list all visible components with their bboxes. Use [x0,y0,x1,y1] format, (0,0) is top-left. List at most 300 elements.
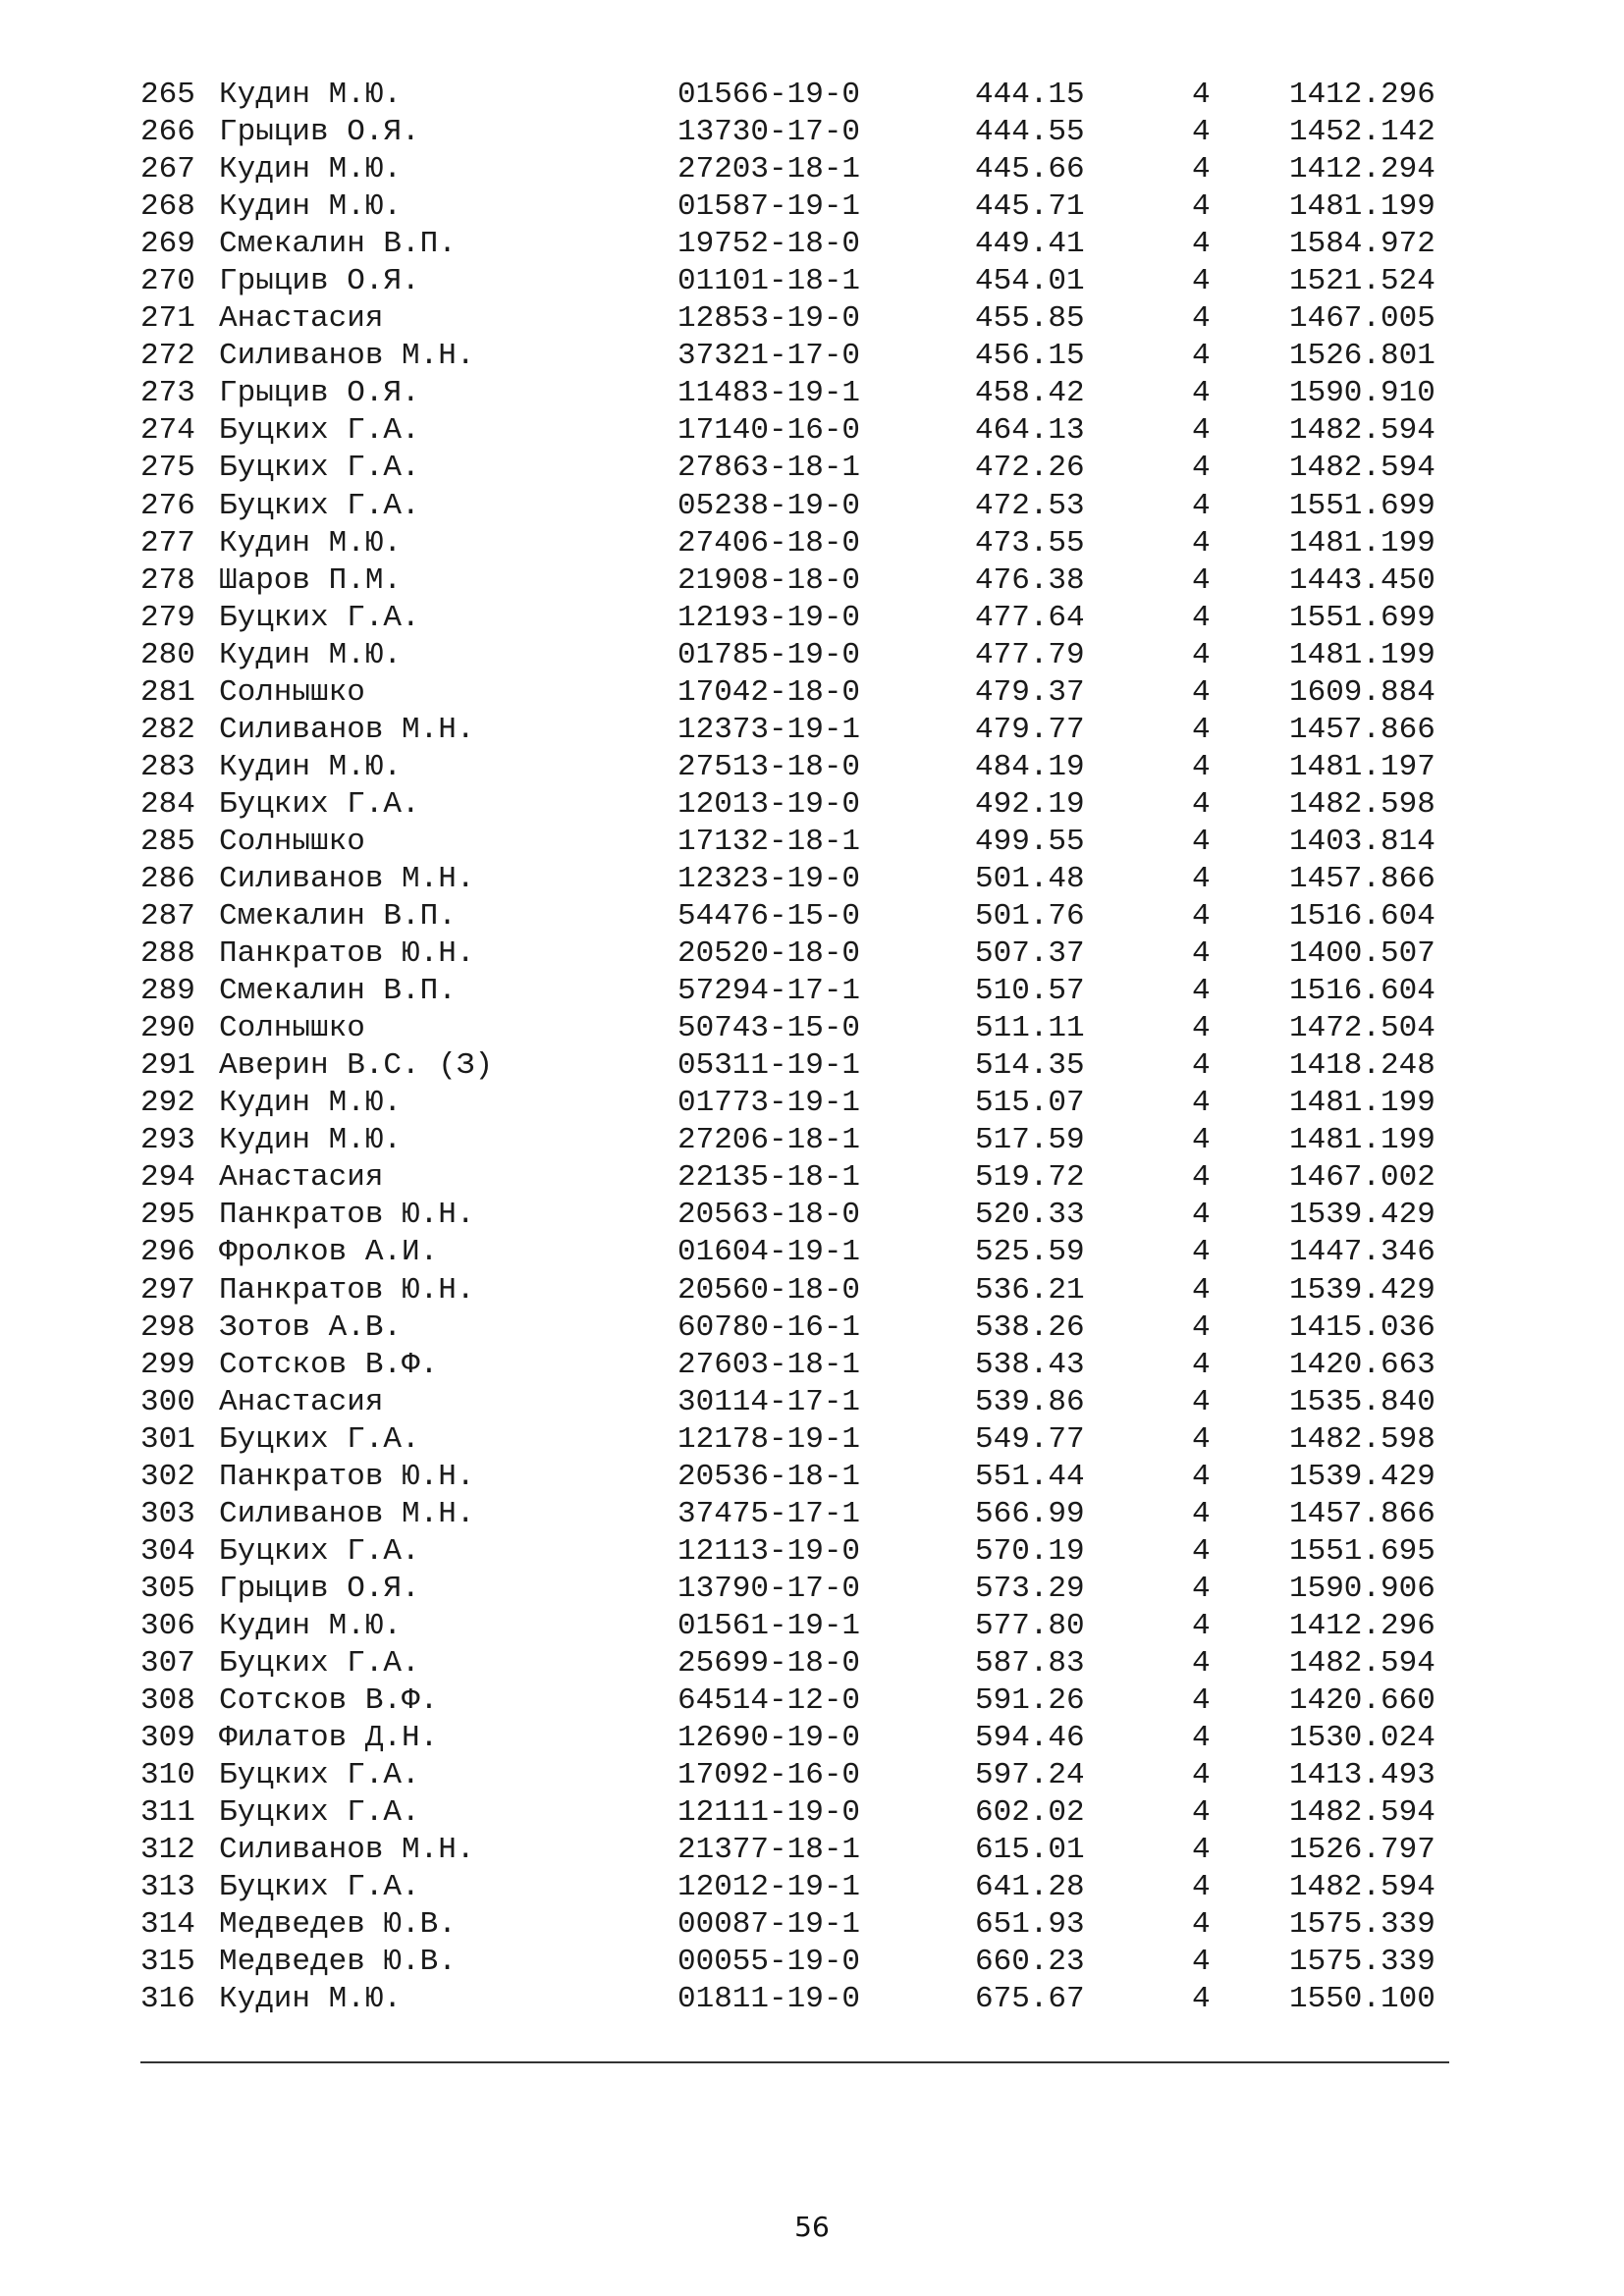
row-number: 274 [140,413,195,449]
table-row [0,1047,1624,1085]
row-number: 301 [140,1421,195,1457]
row-value: 602.02 [975,1795,1085,1831]
row-total: 1575.339 [1289,1907,1435,1943]
table-row [0,1421,1624,1459]
row-total: 1482.594 [1289,1795,1435,1831]
row-name: Силиванов М.Н. [219,1496,475,1531]
row-value: 510.57 [975,974,1085,1009]
row-number: 285 [140,824,195,859]
row-number: 303 [140,1496,195,1531]
row-value: 444.15 [975,78,1085,112]
table-row [0,1272,1624,1309]
row-value: 456.15 [975,339,1085,374]
table-row [0,935,1624,973]
row-total: 1413.493 [1289,1758,1435,1793]
row-total: 1418.248 [1289,1048,1435,1084]
table-row [0,824,1624,861]
row-value: 519.72 [975,1160,1085,1196]
row-code: 00087-19-1 [677,1907,861,1943]
row-name: Солнышко [219,674,365,710]
row-class: 4 [1192,786,1211,822]
table-row [0,600,1624,637]
table-row [0,1384,1624,1421]
row-code: 12690-19-0 [677,1721,861,1756]
row-value: 566.99 [975,1496,1085,1531]
row-code: 12193-19-0 [677,600,861,635]
row-class: 4 [1192,1086,1211,1121]
row-value: 458.42 [975,376,1085,411]
row-value: 507.37 [975,936,1085,972]
row-name: Кудин М.Ю. [219,1086,403,1121]
row-code: 00055-19-0 [677,1945,861,1980]
row-total: 1482.594 [1289,1870,1435,1905]
row-class: 4 [1192,227,1211,262]
table-row [0,712,1624,749]
table-row [0,188,1624,226]
row-code: 01785-19-0 [677,637,861,672]
row-value: 573.29 [975,1571,1085,1606]
row-name: Смекалин В.П. [219,227,457,262]
row-code: 60780-16-1 [677,1309,861,1345]
row-class: 4 [1192,1645,1211,1681]
table-row [0,1682,1624,1720]
row-name: Кудин М.Ю. [219,749,403,784]
row-number: 299 [140,1347,195,1382]
table-row [0,1832,1624,1869]
row-class: 4 [1192,674,1211,710]
row-class: 4 [1192,339,1211,374]
row-value: 499.55 [975,824,1085,859]
row-number: 289 [140,974,195,1009]
row-value: 477.64 [975,600,1085,635]
row-total: 1550.100 [1289,1982,1435,2017]
row-class: 4 [1192,413,1211,449]
table-row [0,375,1624,412]
row-code: 12013-19-0 [677,786,861,822]
row-value: 551.44 [975,1459,1085,1494]
row-number: 271 [140,301,195,337]
row-value: 514.35 [975,1048,1085,1084]
row-code: 19752-18-0 [677,227,861,262]
row-code: 20560-18-0 [677,1272,861,1308]
row-class: 4 [1192,1683,1211,1719]
row-name: Буцких Г.А. [219,600,420,635]
row-name: Буцких Г.А. [219,1533,420,1569]
row-value: 538.43 [975,1347,1085,1382]
row-value: 501.76 [975,899,1085,934]
row-total: 1482.598 [1289,786,1435,822]
row-value: 454.01 [975,264,1085,299]
row-total: 1420.660 [1289,1683,1435,1719]
row-value: 472.53 [975,488,1085,523]
row-code: 17042-18-0 [677,674,861,710]
table-row [0,1944,1624,1981]
row-total: 1609.884 [1289,674,1435,710]
row-value: 591.26 [975,1683,1085,1719]
row-number: 268 [140,189,195,225]
row-name: Смекалин В.П. [219,899,457,934]
row-value: 641.28 [975,1870,1085,1905]
table-row [0,1347,1624,1384]
row-code: 21908-18-0 [677,562,861,598]
row-number: 300 [140,1384,195,1419]
row-value: 577.80 [975,1608,1085,1643]
row-class: 4 [1192,1198,1211,1233]
row-total: 1412.296 [1289,1608,1435,1643]
row-name: Филатов Д.Н. [219,1721,439,1756]
table-row [0,1197,1624,1234]
table-row [0,1459,1624,1496]
row-number: 307 [140,1645,195,1681]
row-name: Силиванов М.Н. [219,1833,475,1868]
row-name: Буцких Г.А. [219,451,420,486]
row-number: 298 [140,1309,195,1345]
row-number: 265 [140,78,195,112]
row-name: Буцких Г.А. [219,1795,420,1831]
row-value: 539.86 [975,1384,1085,1419]
row-code: 01811-19-0 [677,1982,861,2017]
row-name: Буцких Г.А. [219,1870,420,1905]
row-class: 4 [1192,525,1211,561]
row-code: 27206-18-1 [677,1123,861,1158]
row-total: 1551.699 [1289,600,1435,635]
row-class: 4 [1192,600,1211,635]
row-class: 4 [1192,1011,1211,1046]
row-code: 57294-17-1 [677,974,861,1009]
row-code: 11483-19-1 [677,376,861,411]
row-class: 4 [1192,824,1211,859]
row-class: 4 [1192,1870,1211,1905]
row-class: 4 [1192,78,1211,112]
row-name: Медведев Ю.В. [219,1945,457,1980]
table-bottom-rule [140,2061,1449,2063]
row-name: Буцких Г.А. [219,786,420,822]
row-code: 20520-18-0 [677,936,861,972]
row-name: Солнышко [219,824,365,859]
row-name: Панкратов Ю.Н. [219,1272,475,1308]
row-value: 476.38 [975,562,1085,598]
row-value: 449.41 [975,227,1085,262]
row-code: 12853-19-0 [677,301,861,337]
table-row [0,973,1624,1010]
row-number: 267 [140,152,195,187]
row-total: 1457.866 [1289,712,1435,747]
row-number: 292 [140,1086,195,1121]
row-class: 4 [1192,861,1211,896]
row-number: 276 [140,488,195,523]
row-name: Панкратов Ю.Н. [219,1459,475,1494]
row-number: 290 [140,1011,195,1046]
row-total: 1516.604 [1289,899,1435,934]
row-name: Панкратов Ю.Н. [219,936,475,972]
row-class: 4 [1192,1347,1211,1382]
row-number: 314 [140,1907,195,1943]
row-total: 1467.002 [1289,1160,1435,1196]
row-name: Кудин М.Ю. [219,637,403,672]
row-number: 306 [140,1608,195,1643]
row-name: Кудин М.Ю. [219,1982,403,2017]
row-value: 594.46 [975,1721,1085,1756]
table-row [0,861,1624,898]
table-row [0,263,1624,300]
row-class: 4 [1192,1945,1211,1980]
row-value: 549.77 [975,1421,1085,1457]
row-total: 1575.339 [1289,1945,1435,1980]
row-number: 309 [140,1721,195,1756]
row-name: Сотсков В.Ф. [219,1347,439,1382]
row-value: 615.01 [975,1833,1085,1868]
table-row [0,1234,1624,1271]
row-total: 1452.142 [1289,115,1435,150]
row-total: 1482.594 [1289,451,1435,486]
row-value: 570.19 [975,1533,1085,1569]
row-total: 1443.450 [1289,562,1435,598]
row-number: 282 [140,712,195,747]
table-row [0,1571,1624,1608]
row-total: 1521.524 [1289,264,1435,299]
row-total: 1584.972 [1289,227,1435,262]
row-total: 1472.504 [1289,1011,1435,1046]
row-total: 1457.866 [1289,861,1435,896]
table-row [0,450,1624,487]
row-total: 1447.346 [1289,1235,1435,1270]
row-class: 4 [1192,1048,1211,1084]
row-name: Панкратов Ю.Н. [219,1198,475,1233]
table-row [0,300,1624,338]
row-total: 1482.598 [1289,1421,1435,1457]
row-code: 27203-18-1 [677,152,861,187]
row-class: 4 [1192,115,1211,150]
row-class: 4 [1192,1533,1211,1569]
row-class: 4 [1192,301,1211,337]
table-row [0,749,1624,786]
table-row [0,488,1624,525]
row-number: 313 [140,1870,195,1905]
row-number: 308 [140,1683,195,1719]
row-number: 315 [140,1945,195,1980]
row-name: Кудин М.Ю. [219,1608,403,1643]
row-value: 477.79 [975,637,1085,672]
row-total: 1415.036 [1289,1309,1435,1345]
row-name: Солнышко [219,1011,365,1046]
row-class: 4 [1192,1384,1211,1419]
row-value: 492.19 [975,786,1085,822]
row-code: 12373-19-1 [677,712,861,747]
row-name: Силиванов М.Н. [219,861,475,896]
table-row [0,525,1624,562]
row-code: 37321-17-0 [677,339,861,374]
row-number: 296 [140,1235,195,1270]
row-total: 1481.199 [1289,525,1435,561]
row-code: 64514-12-0 [677,1683,861,1719]
row-number: 295 [140,1198,195,1233]
row-number: 275 [140,451,195,486]
row-name: Буцких Г.А. [219,1758,420,1793]
row-class: 4 [1192,899,1211,934]
row-value: 520.33 [975,1198,1085,1233]
row-class: 4 [1192,1123,1211,1158]
table-row [0,562,1624,600]
row-code: 01566-19-0 [677,78,861,112]
row-code: 12178-19-1 [677,1421,861,1457]
row-name: Кудин М.Ю. [219,189,403,225]
row-name: Силиванов М.Н. [219,712,475,747]
row-total: 1590.910 [1289,376,1435,411]
row-number: 311 [140,1795,195,1831]
row-number: 304 [140,1533,195,1569]
table-row [0,1645,1624,1682]
row-code: 27406-18-0 [677,525,861,561]
row-total: 1481.199 [1289,1086,1435,1121]
row-code: 01561-19-1 [677,1608,861,1643]
row-code: 01773-19-1 [677,1086,861,1121]
row-class: 4 [1192,1721,1211,1756]
row-code: 01587-19-1 [677,189,861,225]
row-value: 479.37 [975,674,1085,710]
row-name: Грыцив О.Я. [219,1571,420,1606]
row-name: Кудин М.Ю. [219,525,403,561]
row-total: 1481.199 [1289,189,1435,225]
row-code: 20563-18-0 [677,1198,861,1233]
row-value: 455.85 [975,301,1085,337]
row-value: 484.19 [975,749,1085,784]
row-total: 1539.429 [1289,1272,1435,1308]
row-value: 473.55 [975,525,1085,561]
row-class: 4 [1192,1309,1211,1345]
row-name: Буцких Г.А. [219,1645,420,1681]
row-name: Кудин М.Ю. [219,152,403,187]
row-total: 1535.840 [1289,1384,1435,1419]
row-value: 464.13 [975,413,1085,449]
row-code: 12323-19-0 [677,861,861,896]
table-row [0,1010,1624,1047]
row-name: Грыцив О.Я. [219,264,420,299]
row-class: 4 [1192,712,1211,747]
row-total: 1457.866 [1289,1496,1435,1531]
row-number: 283 [140,749,195,784]
row-total: 1412.294 [1289,152,1435,187]
row-code: 13790-17-0 [677,1571,861,1606]
row-value: 445.66 [975,152,1085,187]
row-name: Медведев Ю.В. [219,1907,457,1943]
row-total: 1481.199 [1289,1123,1435,1158]
row-number: 297 [140,1272,195,1308]
row-number: 280 [140,637,195,672]
row-value: 651.93 [975,1907,1085,1943]
row-total: 1551.699 [1289,488,1435,523]
row-total: 1403.814 [1289,824,1435,859]
table-row [0,114,1624,151]
row-total: 1530.024 [1289,1721,1435,1756]
row-total: 1516.604 [1289,974,1435,1009]
row-value: 515.07 [975,1086,1085,1121]
row-class: 4 [1192,1160,1211,1196]
row-name: Фролков А.И. [219,1235,439,1270]
row-number: 294 [140,1160,195,1196]
table-row [0,1981,1624,2018]
row-code: 13730-17-0 [677,115,861,150]
row-code: 27863-18-1 [677,451,861,486]
table-row [0,637,1624,674]
row-name: Буцких Г.А. [219,413,420,449]
row-code: 01101-18-1 [677,264,861,299]
row-number: 310 [140,1758,195,1793]
row-name: Грыцив О.Я. [219,115,420,150]
row-code: 30114-17-1 [677,1384,861,1419]
row-code: 05311-19-1 [677,1048,861,1084]
row-total: 1590.906 [1289,1571,1435,1606]
row-class: 4 [1192,974,1211,1009]
row-total: 1467.005 [1289,301,1435,337]
row-total: 1526.801 [1289,339,1435,374]
row-class: 4 [1192,749,1211,784]
row-code: 20536-18-1 [677,1459,861,1494]
table-row [0,1757,1624,1794]
row-class: 4 [1192,936,1211,972]
row-class: 4 [1192,1459,1211,1494]
table-row [0,786,1624,824]
row-total: 1400.507 [1289,936,1435,972]
row-class: 4 [1192,562,1211,598]
row-number: 288 [140,936,195,972]
row-class: 4 [1192,1982,1211,2017]
row-class: 4 [1192,1421,1211,1457]
row-class: 4 [1192,1833,1211,1868]
row-total: 1412.296 [1289,78,1435,112]
row-name: Смекалин В.П. [219,974,457,1009]
row-name: Анастасия [219,301,384,337]
row-class: 4 [1192,264,1211,299]
row-class: 4 [1192,1758,1211,1793]
table-row [0,898,1624,935]
row-number: 266 [140,115,195,150]
row-value: 660.23 [975,1945,1085,1980]
row-class: 4 [1192,1235,1211,1270]
row-number: 312 [140,1833,195,1868]
row-name: Сотсков В.Ф. [219,1683,439,1719]
row-code: 37475-17-1 [677,1496,861,1531]
row-name: Буцких Г.А. [219,1421,420,1457]
row-number: 316 [140,1982,195,2017]
row-total: 1551.695 [1289,1533,1435,1569]
row-value: 536.21 [975,1272,1085,1308]
row-code: 27603-18-1 [677,1347,861,1382]
row-class: 4 [1192,1795,1211,1831]
row-value: 525.59 [975,1235,1085,1270]
row-number: 302 [140,1459,195,1494]
row-name: Кудин М.Ю. [219,78,403,112]
table-row [0,1720,1624,1757]
row-name: Зотов А.В. [219,1309,403,1345]
row-number: 305 [140,1571,195,1606]
row-name: Анастасия [219,1160,384,1196]
row-name: Буцких Г.А. [219,488,420,523]
row-code: 27513-18-0 [677,749,861,784]
row-total: 1481.199 [1289,637,1435,672]
row-value: 472.26 [975,451,1085,486]
row-class: 4 [1192,189,1211,225]
table-row [0,77,1624,114]
row-number: 269 [140,227,195,262]
table-row [0,151,1624,188]
row-number: 272 [140,339,195,374]
row-class: 4 [1192,1272,1211,1308]
row-value: 511.11 [975,1011,1085,1046]
table-row [0,1906,1624,1944]
row-value: 587.83 [975,1645,1085,1681]
row-code: 12012-19-1 [677,1870,861,1905]
table-row [0,1309,1624,1347]
